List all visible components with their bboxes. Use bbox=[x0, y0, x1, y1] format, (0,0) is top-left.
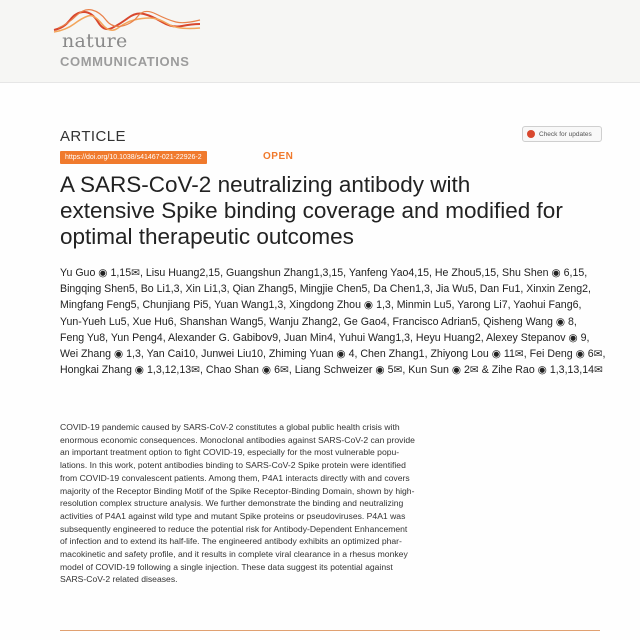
article-title bbox=[60, 172, 620, 250]
author-line: Wei Zhang ◉ 1,3, Yan Cai10, Junwei Liu10, Zhiming Yuan ◉ 4, Chen Zhang1, Zhiyong Lou ◉ 11✉, Fei Deng ◉ 6✉, bbox=[60, 348, 606, 361]
abstract-line: subsequently engineered to reduce the potential risk for Antibody-Dependent Enhancement bbox=[60, 523, 408, 534]
abstract-line: enormous economic consequences. Monoclonal antibodies against SARS-CoV-2 can provide bbox=[60, 434, 415, 445]
abstract-line: COVID-19 pandemic caused by SARS-CoV-2 constitutes a global public health crisis with bbox=[60, 422, 400, 432]
journal-header bbox=[0, 0, 640, 83]
abstract-line: majority of the Receptor Binding Motif of the Spike Receptor-Binding Domain, shown by high- bbox=[60, 485, 415, 496]
title-line: optimal therapeutic outcomes bbox=[60, 224, 354, 249]
author-line: Hongkai Zhang ◉ 1,3,12,13✉, Chao Shan ◉ 6✉, Liang Schweizer ◉ 5✉, Kun Sun ◉ 2✉ & Zihe Rao ◉ 1,3,13,14✉ bbox=[60, 364, 603, 377]
check-updates-label: Check for updates bbox=[539, 130, 592, 138]
doi-link[interactable]: https://doi.org/10.1038/s41467-021-22926-2 bbox=[60, 151, 207, 164]
author-line: Mingfang Feng5, Chunjiang Pi5, Yuan Wang1,3, Xingdong Zhou ◉ 1,3, Minmin Lu5, Yarong Li7, Yaohui Fang6, bbox=[60, 299, 582, 312]
article-type-label: ARTICLE bbox=[60, 128, 126, 145]
check-updates-icon bbox=[527, 130, 535, 138]
abstract-line: resolution complex structure analysis. We further demonstrate the binding and neutralizing bbox=[60, 498, 404, 509]
title-line: A SARS-CoV-2 neutralizing antibody with bbox=[60, 172, 471, 197]
abstract-line: model of COVID-19 following a single injection. These data suggest its potential against bbox=[60, 561, 393, 572]
author-line: Yun-Yueh Lu5, Xue Hu6, Shanshan Wang5, Wanju Zhang2, Ge Gao4, Francisco Adrian5, Qisheng Wang ◉ 8, bbox=[60, 315, 577, 328]
author-line: Feng Yu8, Yun Peng4, Alexander G. Gabibov9, Juan Min4, Yuhui Wang1,3, Heyu Huang2, Alexey Stepanov ◉ 9, bbox=[60, 331, 590, 344]
abstract-line: an important treatment option to fight COVID-19, especially for the most vulnerable popu- bbox=[60, 447, 400, 458]
title-line: extensive Spike binding coverage and modified for bbox=[60, 198, 563, 223]
author-list bbox=[60, 265, 620, 378]
section-divider bbox=[60, 630, 600, 631]
abstract-line: activities of P4A1 against wild type and mutant Spike proteins or pseudoviruses. P4A1 was bbox=[60, 510, 406, 521]
abstract-line: macokinetic and safety profile, and it results in complete viral clearance in a rhesus monkey bbox=[60, 549, 408, 560]
abstract bbox=[60, 421, 580, 586]
author-line: Bingqing Shen5, Bo Li1,3, Xin Li1,3, Qian Zhang5, Mingjie Chen5, Da Chen1,3, Jia Wu5, Dan Fu1, Xinxin Zeng2, bbox=[60, 283, 591, 296]
journal-name-communications: COMMUNICATIONS bbox=[60, 54, 190, 69]
abstract-line: from COVID-19 convalescent patients. Among them, P4A1 interacts directly with and covers bbox=[60, 472, 410, 483]
abstract-line: SARS-CoV-2 related diseases. bbox=[60, 574, 178, 585]
author-line: Yu Guo ◉ 1,15✉, Lisu Huang2,15, Guangshun Zhang1,3,15, Yanfeng Yao4,15, He Zhou5,15, Shu Shen ◉ 6,15, bbox=[60, 267, 588, 279]
open-access-label: OPEN bbox=[263, 151, 294, 162]
abstract-line: lations. In this work, potent antibodies binding to SARS-CoV-2 Spike protein were identified bbox=[60, 460, 406, 471]
abstract-line: of infection and to extend its half-life. The engineered antibody exhibits an optimized phar- bbox=[60, 536, 402, 547]
check-for-updates-button[interactable] bbox=[522, 126, 602, 142]
journal-name-nature: nature bbox=[62, 30, 128, 52]
